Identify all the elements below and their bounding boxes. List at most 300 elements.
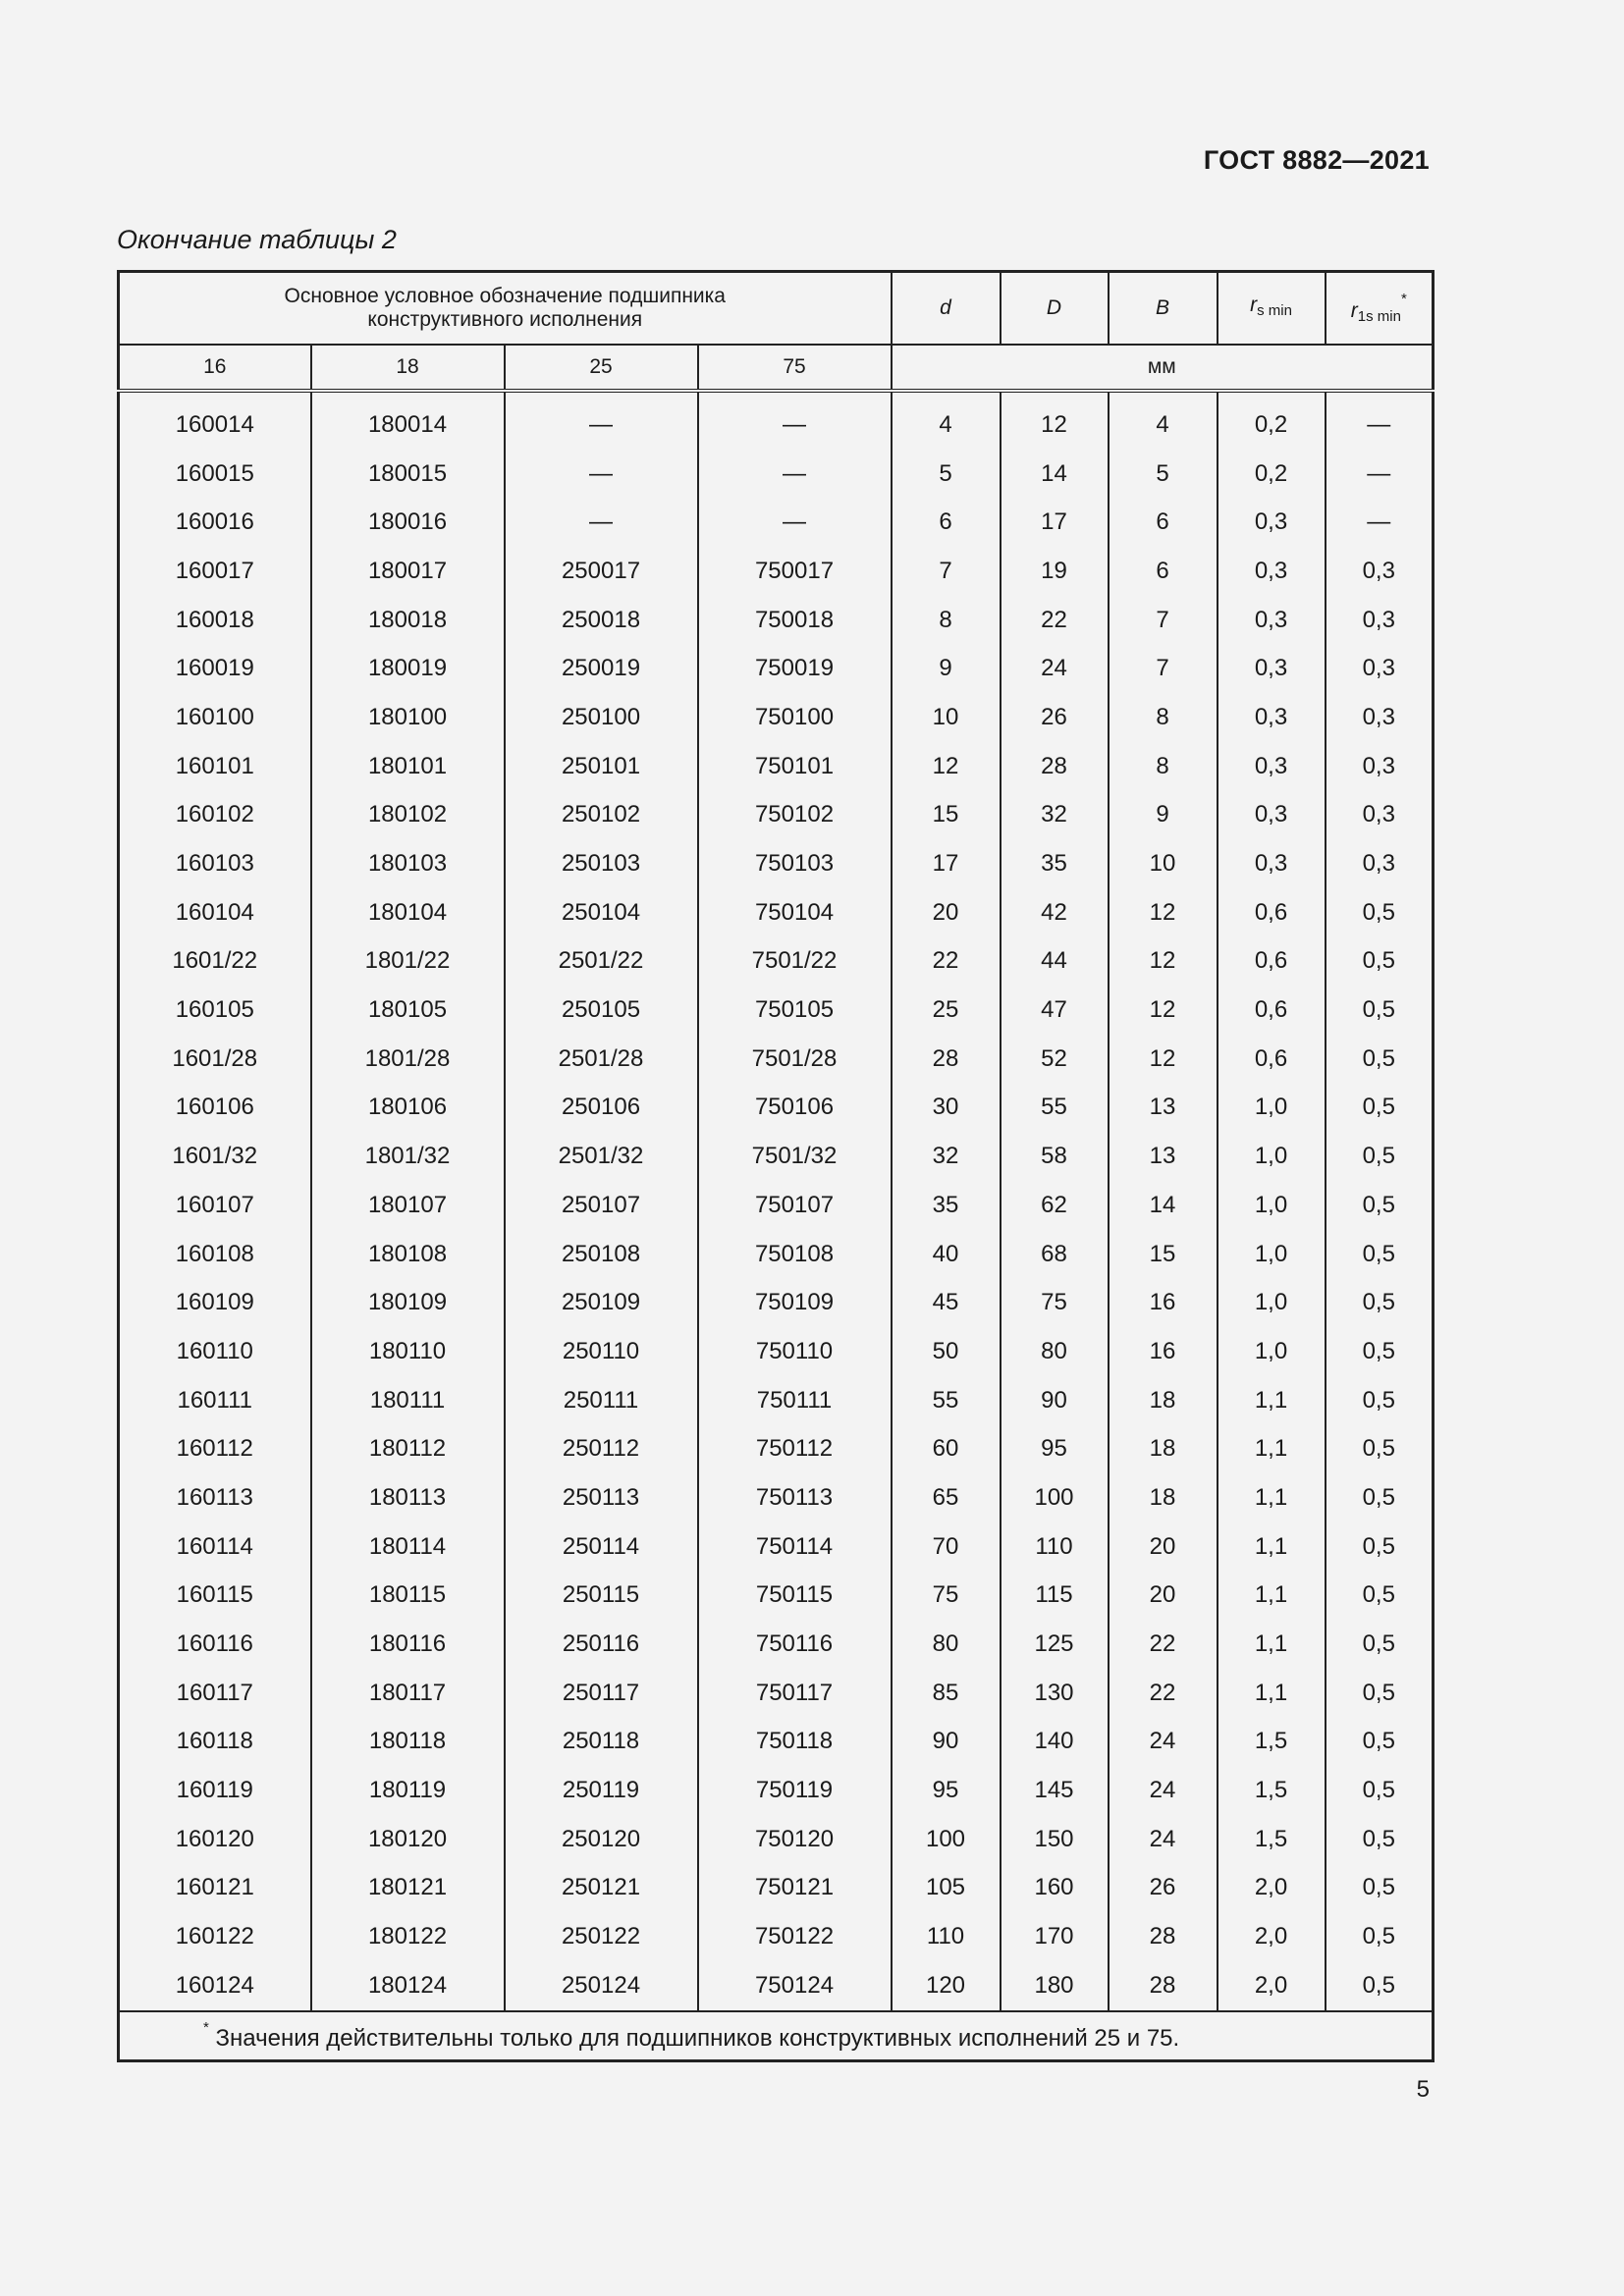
cell-D: 28 (1001, 742, 1109, 791)
cell-r1s-min: 0,5 (1326, 1132, 1434, 1181)
cell-series-18: 180117 (311, 1669, 505, 1718)
cell-rs-min: 0,3 (1218, 596, 1326, 645)
cell-rs-min: 1,0 (1218, 1278, 1326, 1327)
cell-rs-min: 1,1 (1218, 1522, 1326, 1572)
cell-series-18: 180014 (311, 391, 505, 450)
cell-B: 6 (1109, 547, 1218, 596)
cell-series-25: 250105 (505, 986, 698, 1035)
cell-series-18: 180106 (311, 1084, 505, 1133)
cell-series-18: 180110 (311, 1327, 505, 1376)
cell-B: 20 (1109, 1572, 1218, 1621)
cell-B: 12 (1109, 1035, 1218, 1084)
cell-series-16: 160108 (119, 1230, 311, 1279)
cell-series-16: 160107 (119, 1181, 311, 1230)
cell-d: 105 (892, 1864, 1001, 1913)
cell-d: 100 (892, 1815, 1001, 1864)
cell-D: 32 (1001, 791, 1109, 840)
cell-d: 20 (892, 888, 1001, 937)
cell-series-75: 750109 (698, 1278, 892, 1327)
table-footnote (119, 2011, 1434, 2061)
cell-series-16: 160103 (119, 839, 311, 888)
cell-series-25: — (505, 498, 698, 547)
cell-series-25: 250114 (505, 1522, 698, 1572)
cell-series-18: 180107 (311, 1181, 505, 1230)
cell-series-25: 250117 (505, 1669, 698, 1718)
cell-series-75: 750107 (698, 1181, 892, 1230)
header-d: d (892, 272, 1001, 346)
cell-rs-min: 0,6 (1218, 1035, 1326, 1084)
cell-B: 22 (1109, 1620, 1218, 1669)
cell-rs-min: 1,0 (1218, 1230, 1326, 1279)
cell-D: 68 (1001, 1230, 1109, 1279)
cell-r1s-min: — (1326, 450, 1434, 499)
cell-D: 14 (1001, 450, 1109, 499)
cell-series-25: 250109 (505, 1278, 698, 1327)
cell-B: 13 (1109, 1084, 1218, 1133)
cell-rs-min: 2,0 (1218, 1961, 1326, 2011)
cell-series-18: 180017 (311, 547, 505, 596)
cell-series-75: 750124 (698, 1961, 892, 2011)
unit-header: мм (892, 345, 1434, 391)
cell-B: 12 (1109, 888, 1218, 937)
table-row (119, 1132, 1434, 1181)
cell-series-25: 250113 (505, 1473, 698, 1522)
cell-series-18: 180100 (311, 693, 505, 742)
cell-series-25: 2501/32 (505, 1132, 698, 1181)
cell-D: 100 (1001, 1473, 1109, 1522)
table-row (119, 1572, 1434, 1621)
cell-series-16: 160017 (119, 547, 311, 596)
cell-series-16: 160109 (119, 1278, 311, 1327)
cell-rs-min: 0,6 (1218, 937, 1326, 987)
cell-B: 7 (1109, 644, 1218, 693)
cell-series-25: 250116 (505, 1620, 698, 1669)
group-header-line1: Основное условное обозначение подшипника (284, 285, 726, 307)
cell-rs-min: 0,3 (1218, 791, 1326, 840)
cell-D: 160 (1001, 1864, 1109, 1913)
cell-series-25: 250112 (505, 1424, 698, 1473)
header-rs-min (1218, 272, 1326, 346)
table-row (119, 693, 1434, 742)
cell-D: 130 (1001, 1669, 1109, 1718)
cell-series-25: 250108 (505, 1230, 698, 1279)
cell-series-16: 160106 (119, 1084, 311, 1133)
cell-B: 4 (1109, 391, 1218, 450)
cell-D: 180 (1001, 1961, 1109, 2011)
table-row (119, 1327, 1434, 1376)
cell-rs-min: 1,5 (1218, 1766, 1326, 1815)
cell-B: 18 (1109, 1376, 1218, 1425)
cell-series-16: 160114 (119, 1522, 311, 1572)
cell-D: 17 (1001, 498, 1109, 547)
cell-r1s-min: 0,5 (1326, 1522, 1434, 1572)
cell-B: 5 (1109, 450, 1218, 499)
table-row (119, 1620, 1434, 1669)
cell-series-25: 250019 (505, 644, 698, 693)
cell-rs-min: 0,6 (1218, 888, 1326, 937)
cell-series-75: 750119 (698, 1766, 892, 1815)
cell-r1s-min: 0,3 (1326, 693, 1434, 742)
cell-series-25: 250122 (505, 1912, 698, 1961)
cell-d: 12 (892, 742, 1001, 791)
cell-rs-min: 2,0 (1218, 1864, 1326, 1913)
cell-D: 170 (1001, 1912, 1109, 1961)
table-row (119, 596, 1434, 645)
cell-B: 24 (1109, 1815, 1218, 1864)
footnote-text: Значения действительны только для подшипников конструктивных исполнений 25 и 75. (215, 2024, 1180, 2052)
cell-series-16: 160111 (119, 1376, 311, 1425)
cell-B: 12 (1109, 937, 1218, 987)
cell-D: 24 (1001, 644, 1109, 693)
cell-r1s-min: 0,5 (1326, 986, 1434, 1035)
cell-B: 16 (1109, 1327, 1218, 1376)
cell-series-18: 180121 (311, 1864, 505, 1913)
table-row (119, 839, 1434, 888)
cell-rs-min: 1,1 (1218, 1572, 1326, 1621)
cell-d: 50 (892, 1327, 1001, 1376)
cell-series-18: 180122 (311, 1912, 505, 1961)
cell-r1s-min: 0,5 (1326, 1035, 1434, 1084)
cell-series-25: 250103 (505, 839, 698, 888)
cell-series-25: — (505, 450, 698, 499)
header-B: B (1109, 272, 1218, 346)
cell-series-16: 1601/28 (119, 1035, 311, 1084)
cell-D: 145 (1001, 1766, 1109, 1815)
cell-d: 65 (892, 1473, 1001, 1522)
cell-series-18: 180112 (311, 1424, 505, 1473)
cell-B: 15 (1109, 1230, 1218, 1279)
header-r1s-mark: * (1400, 291, 1407, 307)
cell-series-18: 180015 (311, 450, 505, 499)
cell-series-75: 750103 (698, 839, 892, 888)
cell-r1s-min: 0,3 (1326, 547, 1434, 596)
cell-series-75: 7501/32 (698, 1132, 892, 1181)
cell-D: 75 (1001, 1278, 1109, 1327)
cell-D: 19 (1001, 547, 1109, 596)
cell-series-18: 180111 (311, 1376, 505, 1425)
cell-B: 9 (1109, 791, 1218, 840)
cell-d: 70 (892, 1522, 1001, 1572)
cell-series-25: 250121 (505, 1864, 698, 1913)
table-row (119, 547, 1434, 596)
cell-series-16: 160113 (119, 1473, 311, 1522)
cell-series-75: 750121 (698, 1864, 892, 1913)
cell-rs-min: 0,3 (1218, 693, 1326, 742)
cell-r1s-min: 0,5 (1326, 1669, 1434, 1718)
cell-D: 22 (1001, 596, 1109, 645)
cell-series-75: 7501/22 (698, 937, 892, 987)
cell-series-75: 750101 (698, 742, 892, 791)
cell-series-18: 180016 (311, 498, 505, 547)
cell-series-75: 750118 (698, 1718, 892, 1767)
header-r1s-sub: 1s min (1357, 308, 1401, 325)
cell-series-16: 160018 (119, 596, 311, 645)
cell-r1s-min: 0,5 (1326, 1572, 1434, 1621)
cell-series-75: 750110 (698, 1327, 892, 1376)
table-row (119, 1522, 1434, 1572)
cell-rs-min: 1,1 (1218, 1620, 1326, 1669)
cell-series-25: 250118 (505, 1718, 698, 1767)
header-D: D (1001, 272, 1109, 346)
cell-d: 9 (892, 644, 1001, 693)
cell-rs-min: 1,0 (1218, 1132, 1326, 1181)
cell-d: 17 (892, 839, 1001, 888)
cell-B: 14 (1109, 1181, 1218, 1230)
cell-series-18: 180019 (311, 644, 505, 693)
cell-series-16: 160101 (119, 742, 311, 791)
cell-series-16: 160104 (119, 888, 311, 937)
subheader-18: 18 (311, 345, 505, 391)
table-row (119, 391, 1434, 450)
cell-series-75: 750122 (698, 1912, 892, 1961)
cell-D: 55 (1001, 1084, 1109, 1133)
cell-d: 28 (892, 1035, 1001, 1084)
cell-series-16: 160122 (119, 1912, 311, 1961)
group-header-line2: конструктивного исполнения (367, 308, 643, 331)
cell-D: 47 (1001, 986, 1109, 1035)
cell-rs-min: 0,2 (1218, 450, 1326, 499)
cell-series-16: 160116 (119, 1620, 311, 1669)
cell-series-16: 160124 (119, 1961, 311, 2011)
cell-B: 16 (1109, 1278, 1218, 1327)
table-row (119, 450, 1434, 499)
cell-d: 10 (892, 693, 1001, 742)
subheader-16: 16 (119, 345, 311, 391)
cell-series-75: 750112 (698, 1424, 892, 1473)
cell-rs-min: 1,5 (1218, 1815, 1326, 1864)
cell-rs-min: 0,3 (1218, 839, 1326, 888)
cell-series-25: 250120 (505, 1815, 698, 1864)
cell-series-25: 250017 (505, 547, 698, 596)
cell-series-25: 250106 (505, 1084, 698, 1133)
cell-B: 28 (1109, 1912, 1218, 1961)
subheader-25: 25 (505, 345, 698, 391)
table-row (119, 1278, 1434, 1327)
cell-d: 6 (892, 498, 1001, 547)
cell-B: 18 (1109, 1473, 1218, 1522)
cell-B: 13 (1109, 1132, 1218, 1181)
cell-D: 35 (1001, 839, 1109, 888)
cell-series-75: 750111 (698, 1376, 892, 1425)
cell-series-75: — (698, 498, 892, 547)
cell-series-18: 180118 (311, 1718, 505, 1767)
cell-series-18: 180018 (311, 596, 505, 645)
cell-r1s-min: 0,5 (1326, 1424, 1434, 1473)
cell-d: 30 (892, 1084, 1001, 1133)
cell-series-75: 750108 (698, 1230, 892, 1279)
cell-r1s-min: 0,5 (1326, 1961, 1434, 2011)
cell-r1s-min: 0,5 (1326, 1084, 1434, 1133)
cell-d: 120 (892, 1961, 1001, 2011)
cell-series-25: 250100 (505, 693, 698, 742)
cell-B: 24 (1109, 1766, 1218, 1815)
cell-rs-min: 1,1 (1218, 1473, 1326, 1522)
cell-series-75: 750106 (698, 1084, 892, 1133)
cell-rs-min: 0,3 (1218, 742, 1326, 791)
cell-series-16: 1601/22 (119, 937, 311, 987)
bearing-table (117, 270, 1435, 2062)
cell-series-25: 2501/28 (505, 1035, 698, 1084)
cell-rs-min: 1,1 (1218, 1424, 1326, 1473)
cell-series-75: 750116 (698, 1620, 892, 1669)
cell-rs-min: 1,1 (1218, 1376, 1326, 1425)
cell-series-75: 750017 (698, 547, 892, 596)
cell-D: 90 (1001, 1376, 1109, 1425)
cell-D: 80 (1001, 1327, 1109, 1376)
cell-r1s-min: 0,5 (1326, 1181, 1434, 1230)
header-rs-base: r (1250, 294, 1258, 316)
table-row (119, 1181, 1434, 1230)
cell-series-18: 180104 (311, 888, 505, 937)
cell-r1s-min: 0,3 (1326, 644, 1434, 693)
cell-d: 55 (892, 1376, 1001, 1425)
table-row (119, 1473, 1434, 1522)
cell-D: 42 (1001, 888, 1109, 937)
cell-rs-min: 0,3 (1218, 498, 1326, 547)
cell-r1s-min: — (1326, 498, 1434, 547)
cell-rs-min: 1,1 (1218, 1669, 1326, 1718)
cell-series-25: 250102 (505, 791, 698, 840)
cell-series-25: 250124 (505, 1961, 698, 2011)
table-row (119, 937, 1434, 987)
table-row (119, 742, 1434, 791)
cell-series-18: 180116 (311, 1620, 505, 1669)
table-row (119, 498, 1434, 547)
cell-series-16: 160105 (119, 986, 311, 1035)
cell-series-16: 160015 (119, 450, 311, 499)
cell-series-18: 180101 (311, 742, 505, 791)
cell-series-25: 250107 (505, 1181, 698, 1230)
cell-d: 8 (892, 596, 1001, 645)
cell-series-18: 1801/28 (311, 1035, 505, 1084)
cell-series-75: 750019 (698, 644, 892, 693)
cell-series-18: 1801/32 (311, 1132, 505, 1181)
cell-r1s-min: 0,5 (1326, 1620, 1434, 1669)
cell-d: 110 (892, 1912, 1001, 1961)
cell-series-25: 250104 (505, 888, 698, 937)
cell-series-75: 750100 (698, 693, 892, 742)
cell-r1s-min: 0,5 (1326, 1912, 1434, 1961)
header-r1s-min (1326, 272, 1434, 346)
cell-d: 35 (892, 1181, 1001, 1230)
cell-series-16: 160119 (119, 1766, 311, 1815)
cell-rs-min: 1,5 (1218, 1718, 1326, 1767)
table-row (119, 1961, 1434, 2011)
table-row (119, 791, 1434, 840)
cell-series-18: 180105 (311, 986, 505, 1035)
cell-series-16: 160120 (119, 1815, 311, 1864)
cell-r1s-min: 0,5 (1326, 1473, 1434, 1522)
cell-series-18: 180124 (311, 1961, 505, 2011)
cell-series-16: 160112 (119, 1424, 311, 1473)
cell-series-25: 250119 (505, 1766, 698, 1815)
cell-series-75: — (698, 391, 892, 450)
cell-d: 80 (892, 1620, 1001, 1669)
cell-series-16: 160117 (119, 1669, 311, 1718)
cell-series-16: 160100 (119, 693, 311, 742)
cell-series-75: — (698, 450, 892, 499)
cell-D: 150 (1001, 1815, 1109, 1864)
cell-series-16: 160115 (119, 1572, 311, 1621)
table-row (119, 1084, 1434, 1133)
cell-r1s-min: 0,5 (1326, 1864, 1434, 1913)
cell-d: 15 (892, 791, 1001, 840)
table-row (119, 888, 1434, 937)
table-row (119, 644, 1434, 693)
cell-D: 140 (1001, 1718, 1109, 1767)
cell-D: 95 (1001, 1424, 1109, 1473)
cell-series-16: 160121 (119, 1864, 311, 1913)
cell-d: 4 (892, 391, 1001, 450)
cell-series-16: 1601/32 (119, 1132, 311, 1181)
table-row (119, 1912, 1434, 1961)
cell-d: 60 (892, 1424, 1001, 1473)
cell-series-75: 750105 (698, 986, 892, 1035)
cell-r1s-min: 0,5 (1326, 1766, 1434, 1815)
cell-B: 22 (1109, 1669, 1218, 1718)
cell-series-75: 750117 (698, 1669, 892, 1718)
table-caption: Окончание таблицы 2 (117, 225, 397, 254)
cell-B: 7 (1109, 596, 1218, 645)
cell-r1s-min: 0,3 (1326, 839, 1434, 888)
cell-rs-min: 0,6 (1218, 986, 1326, 1035)
cell-series-16: 160019 (119, 644, 311, 693)
cell-series-75: 7501/28 (698, 1035, 892, 1084)
cell-d: 90 (892, 1718, 1001, 1767)
cell-series-25: 250101 (505, 742, 698, 791)
cell-r1s-min: 0,5 (1326, 888, 1434, 937)
cell-D: 125 (1001, 1620, 1109, 1669)
cell-D: 26 (1001, 693, 1109, 742)
document-code: ГОСТ 8882—2021 (1203, 145, 1430, 175)
cell-series-18: 180109 (311, 1278, 505, 1327)
cell-B: 8 (1109, 693, 1218, 742)
cell-r1s-min: 0,5 (1326, 1815, 1434, 1864)
table-row (119, 1230, 1434, 1279)
cell-d: 32 (892, 1132, 1001, 1181)
cell-B: 12 (1109, 986, 1218, 1035)
footnote-mark: * (203, 2018, 209, 2036)
cell-series-75: 750102 (698, 791, 892, 840)
cell-D: 44 (1001, 937, 1109, 987)
cell-series-18: 180115 (311, 1572, 505, 1621)
cell-series-16: 160110 (119, 1327, 311, 1376)
cell-series-18: 1801/22 (311, 937, 505, 987)
cell-series-18: 180103 (311, 839, 505, 888)
cell-d: 45 (892, 1278, 1001, 1327)
table-row (119, 1815, 1434, 1864)
cell-B: 28 (1109, 1961, 1218, 2011)
cell-d: 95 (892, 1766, 1001, 1815)
cell-r1s-min: 0,3 (1326, 742, 1434, 791)
cell-B: 8 (1109, 742, 1218, 791)
cell-B: 20 (1109, 1522, 1218, 1572)
cell-series-18: 180113 (311, 1473, 505, 1522)
cell-B: 10 (1109, 839, 1218, 888)
table-row (119, 1376, 1434, 1425)
cell-B: 6 (1109, 498, 1218, 547)
cell-d: 25 (892, 986, 1001, 1035)
cell-series-16: 160016 (119, 498, 311, 547)
cell-series-75: 750113 (698, 1473, 892, 1522)
table-row (119, 1766, 1434, 1815)
table-row (119, 1669, 1434, 1718)
cell-r1s-min: 0,5 (1326, 1327, 1434, 1376)
table-row (119, 1035, 1434, 1084)
cell-rs-min: 0,3 (1218, 644, 1326, 693)
cell-d: 40 (892, 1230, 1001, 1279)
cell-d: 7 (892, 547, 1001, 596)
